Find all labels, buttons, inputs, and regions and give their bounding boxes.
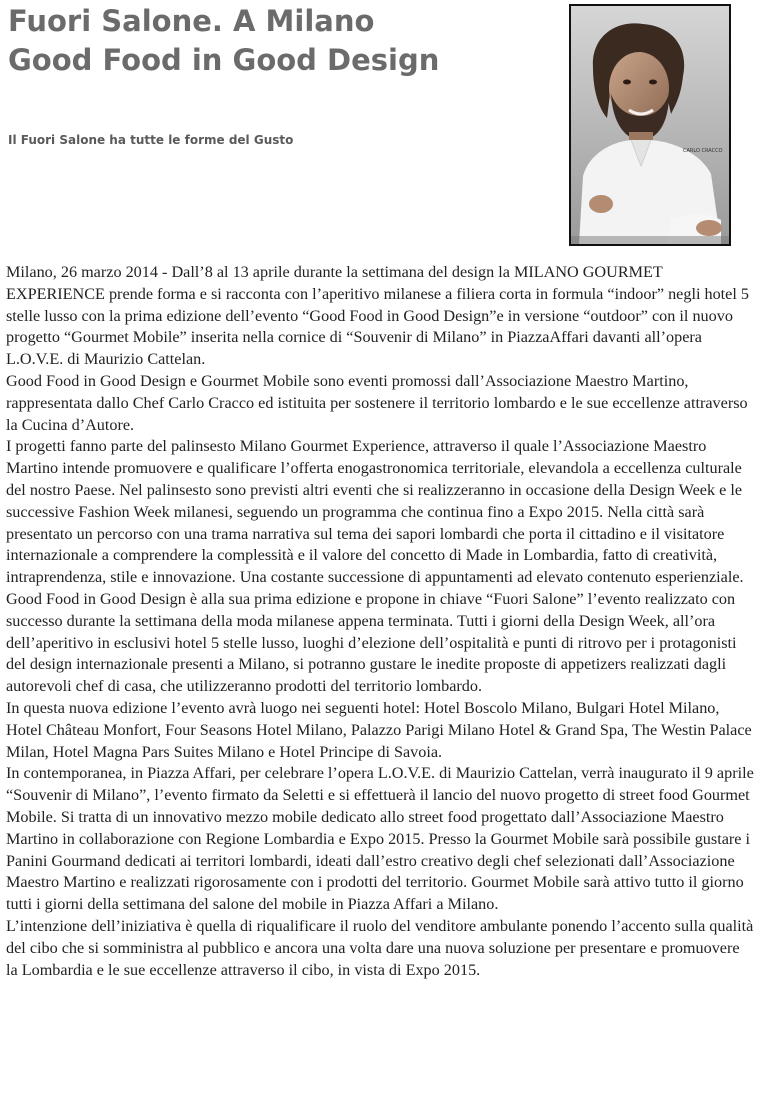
article-subtitle: Il Fuori Salone ha tutte le forme del Gusto [8,133,294,147]
jacket-embroidery: CARLO CRACCO [683,148,723,154]
article-paragraph: Good Food in Good Design e Gourmet Mobile sono eventi promossi dall’Associazione Maestro Martino, rappresentata dallo Chef Carlo Cracco ed istituita per sostenere il territorio lombardo e le sue eccellenze attraverso la Cucina d’Autore. [6,371,748,434]
article-title [8,2,558,80]
article-title-line-1: Fuori Salone. A Milano [8,4,375,38]
article-paragraph: L’intenzione dell’iniziativa è quella di riqualificare il ruolo del venditore ambulante ponendo l’accento sulla qualità del cibo che si somministra al pubblico e ancora una volta dare una nuova soluzione per presentare e promuovere la Lombardia e le sue eccellenze attraverso il cibo, in vista di Expo 2015. [6,916,754,979]
article-title-line-2: Good Food in Good Design [8,43,440,77]
chef-portrait-illustration [571,6,729,244]
article-paragraph: In contemporanea, in Piazza Affari, per celebrare l’opera L.O.V.E. di Maurizio Cattelan, verrà inaugurato il 9 aprile “Souvenir di Milano”, l’evento firmato da Seletti e si effettuerà il lancio del nuovo progetto di street food Gourmet Mobile. Si tratta di un innovativo mezzo mobile dedicato allo street food progettato dall’Associazione Maestro Martino in collaborazione con Regione Lombardia e Expo 2015. Presso la Gourmet Mobile sarà possibile gustare i Panini Gourmand dedicati ai territori lombardi, ideati dall’estro creativo degli chef selezionati dall’Associazione Maestro Martino e realizzati rigorosamente con i prodotti del territorio. Gourmet Mobile sarà attivo tutto il giorno tutti i giorni della settimana del salone del mobile in Piazza Affari a Milano. [6,764,754,914]
article-body [6,262,754,981]
chef-photo [569,4,731,246]
article-paragraph: Good Food in Good Design è alla sua prima edizione e propone in chiave “Fuori Salone” l’evento realizzato con successo durante la settimana della moda milanese appena terminata. Tutti i giorni della Design Week, all’ora dell’aperitivo in esclusivi hotel 5 stelle lusso, luoghi d’elezione dell’ospitalità e punti di ritrovo per i protagonisti del design internazionale presenti a Milano, si potranno gustare le inedite proposte di appetizers realizzati dagli autorevoli chef di casa, che utilizzeranno prodotti del territorio lombardo. [6,589,737,696]
article-paragraph: Milano, 26 marzo 2014 - Dall’8 al 13 aprile durante la settimana del design la MILANO GOURMET EXPERIENCE prende forma e si racconta con l’aperitivo milanese a filiera corta in formula “indoor” negli hotel 5 stelle lusso con la prima edizione dell’evento “Good Food in Good Design”e in versione “outdoor” con il nuovo progetto “Gourmet Mobile” inserita nella cornice di “Souvenir di Milano” in PiazzaAffari davanti all’opera L.O.V.E. di Maurizio Cattelan. [6,263,750,369]
article-paragraph: I progetti fanno parte del palinsesto Milano Gourmet Experience, attraverso il quale l’Associazione Maestro Martino intende promuovere e qualificare l’offerta enogastronomica territoriale, elevandola a eccellenza culturale del nostro Paese. Nel palinsesto sono previsti altri eventi che si realizzeranno in occasione della Design Week e le successive Fashion Week milanesi, seguendo un programma che continua fino a Expo 2015. Nella città sarà presentato un percorso con una trama narrativa sul tema dei sapori lombardi che porta il cittadino e il visitatore internazionale a comprendere la complessità e il valore del concetto di Made in Lombardia, fatto di creatività, intraprendenza, stile e innovazione. Una costante successione di appuntamenti ad elevato contenuto esperienziale. [6,437,744,587]
article-paragraph: In questa nuova edizione l’evento avrà luogo nei seguenti hotel: Hotel Boscolo Milano, Bulgari Hotel Milano, Hotel Château Monfort, Four Seasons Hotel Milano, Palazzo Parigi Milano Hotel & Grand Spa, The Westin Palace Milan, Hotel Magna Pars Suites Milano e Hotel Principe di Savoia. [6,698,752,761]
